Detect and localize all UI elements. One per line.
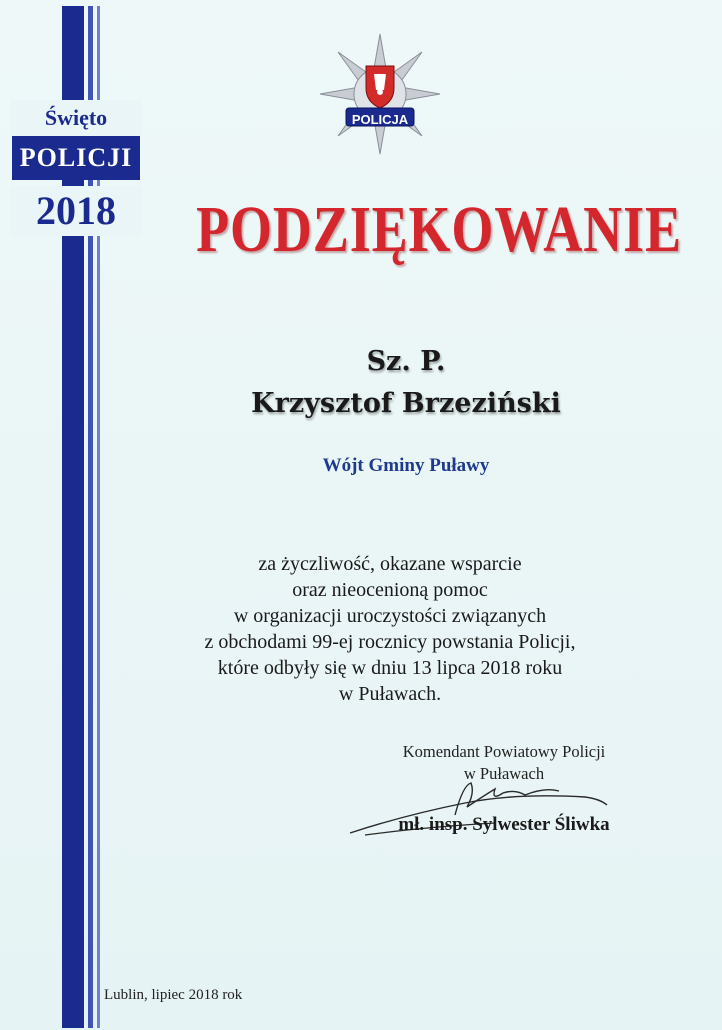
body-line: w organizacji uroczystości związanych [233,605,547,627]
body-line: w Puławach. [338,683,442,705]
footer-place-date: Lublin, lipiec 2018 rok [104,987,243,1003]
police-star-logo-icon [318,32,442,156]
event-badge [10,100,142,240]
recipient-salutation: Sz. P. [366,346,446,377]
page-title: PODZIĘKOWANIE [196,193,682,266]
badge-year: 2018 [10,186,142,236]
signatory-role-line1: Komendant Powiatowy Policji [402,742,606,761]
body-line: oraz nieocenioną pomoc [292,579,488,601]
signatory-role-line2: w Puławach [463,764,545,783]
body-line: które odbyły się w dniu 13 lipca 2018 roku [217,657,563,679]
recipient-name: Krzysztof Brzeziński [251,388,561,419]
logo-text: POLICJA [351,112,409,127]
acknowledgement-text [110,551,670,707]
body-line: z obchodami 99-ej rocznicy powstania Policji, [204,631,576,653]
badge-line2: POLICJI [12,136,140,180]
recipient-position: Wójt Gminy Puławy [322,455,490,476]
body-line: za życzliwość, okazane wsparcie [258,553,522,575]
badge-line1: Święto [10,100,142,136]
signatory-name: mł. insp. Sylwester Śliwka [398,814,610,835]
